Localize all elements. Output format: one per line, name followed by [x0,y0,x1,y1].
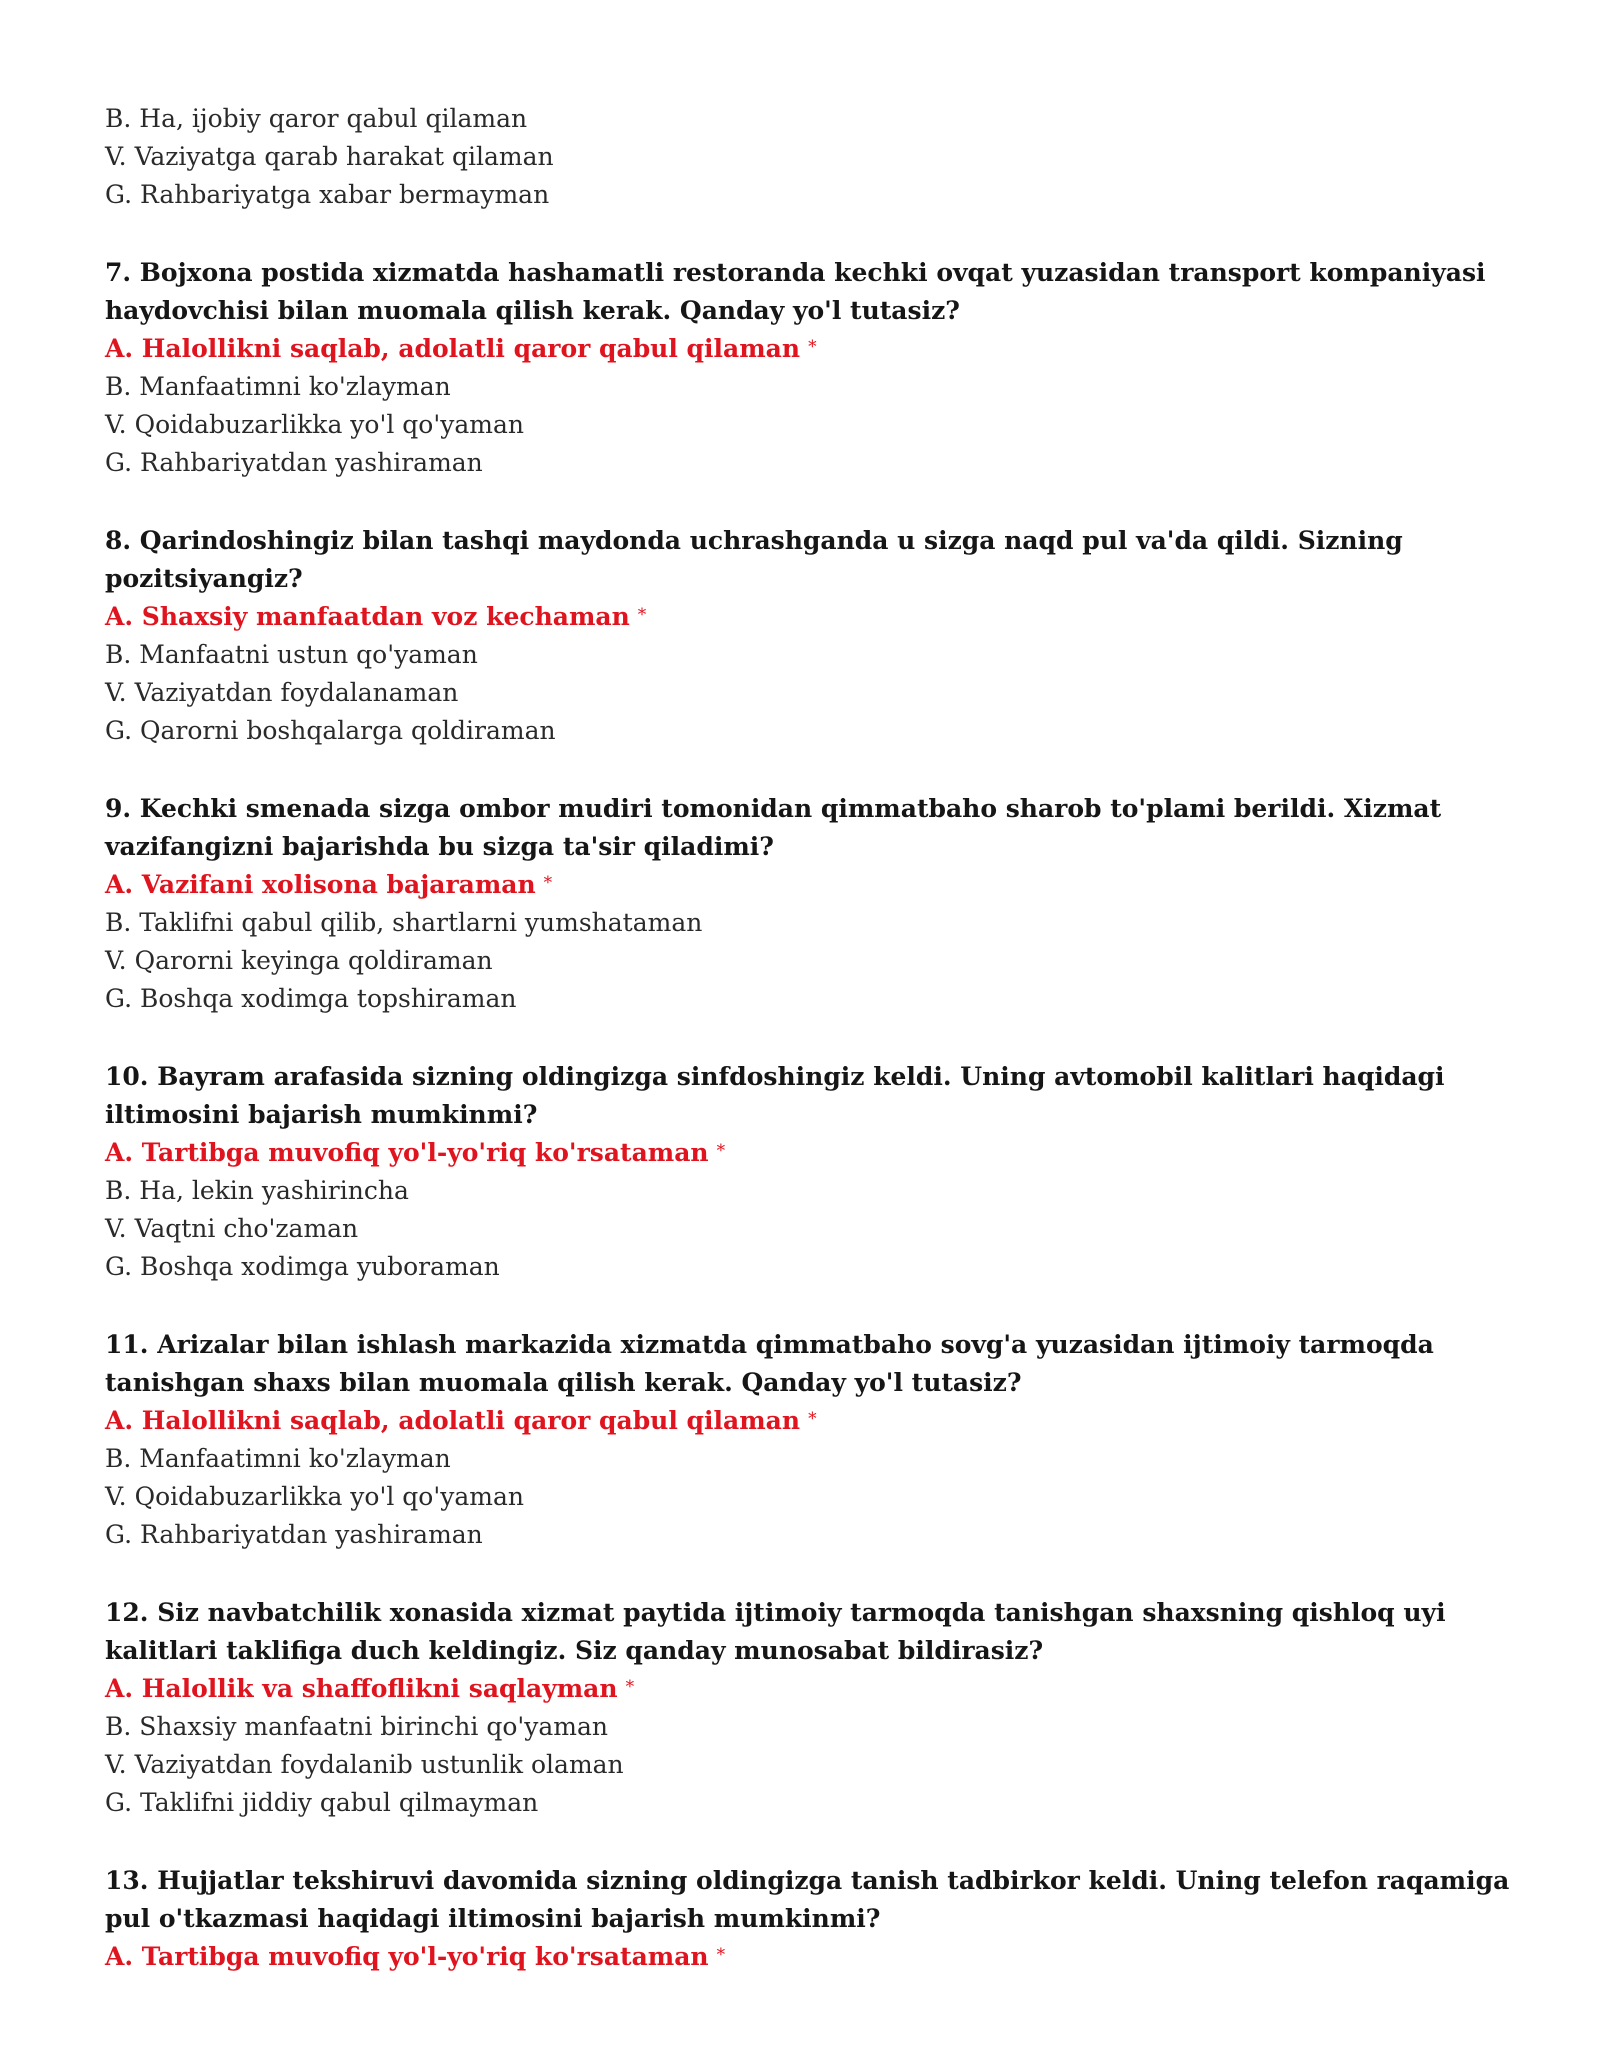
correct-answer-text: A. Shaxsiy manfaatdan voz kechaman [105,602,630,631]
required-mark: * [637,605,647,625]
question-text: 9. Kechki smenada sizga ombor mudiri tomonidan qimmatbaho sharob to'plami berildi. Xizmat vazifangizni bajarishda bu sizga ta'sir qiladimi? [105,794,1442,861]
option-g: G. Rahbariyatdan yashiraman [105,448,483,477]
required-mark: * [716,1141,726,1161]
question-block [105,790,1525,1018]
option-b: B. Manfaatni ustun qo'yaman [105,640,478,669]
correct-answer [105,1938,1525,1976]
option-g: G. Boshqa xodimga topshiraman [105,984,517,1013]
option-v: V. Qarorni keyinga qoldiraman [105,946,493,975]
leading-options [105,100,1525,214]
option-b: B. Ha, lekin yashirincha [105,1176,409,1205]
correct-answer-text: A. Vazifani xolisona bajaraman [105,870,536,899]
question-text: 13. Hujjatlar tekshiruvi davomida sizning oldingizga tanish tadbirkor keldi. Uning telefon raqamiga pul o'tkazmasi haqidagi iltimosini bajarish mumkinmi? [105,1866,1510,1933]
correct-answer-text: A. Halollikni saqlab, adolatli qaror qabul qilaman [105,334,801,363]
option-b: B. Shaxsiy manfaatni birinchi qo'yaman [105,1712,609,1741]
correct-answer-text: A. Halollik va shaffoflikni saqlayman [105,1674,618,1703]
question-block [105,1058,1525,1286]
required-mark: * [808,1409,817,1429]
option-g: G. Qarorni boshqalarga qoldiraman [105,716,556,745]
question-text: 7. Bojxona postida xizmatda hashamatli restoranda kechki ovqat yuzasidan transport kompaniyasi haydovchisi bilan muomala qilish kerak. Qanday yo'l tutasiz? [105,258,1486,325]
correct-answer [105,1402,1525,1440]
option-b: B. Ha, ijobiy qaror qabul qilaman [105,104,528,133]
option-b: B. Taklifni qabul qilib, shartlarni yumshataman [105,908,703,937]
option-g: G. Taklifni jiddiy qabul qilmayman [105,1788,539,1817]
question-text: 11. Arizalar bilan ishlash markazida xizmatda qimmatbaho sovg'a yuzasidan ijtimoiy tarmoqda tanishgan shaxs bilan muomala qilish kerak. Qanday yo'l tutasiz? [105,1330,1434,1397]
question-text: 12. Siz navbatchilik xonasida xizmat paytida ijtimoiy tarmoqda tanishgan shaxsning qishloq uyi kalitlari taklifiga duch keldingiz. Siz qanday munosabat bildirasiz? [105,1598,1446,1665]
option-v: V. Qoidabuzarlikka yo'l qo'yaman [105,410,524,439]
required-mark: * [716,1945,726,1965]
question-block [105,1326,1525,1554]
correct-answer-text: A. Tartibga muvofiq yo'l-yo'riq ko'rsataman [105,1942,709,1971]
question-block [105,522,1525,750]
option-v: V. Vaqtni cho'zaman [105,1214,359,1243]
option-v: V. Qoidabuzarlikka yo'l qo'yaman [105,1482,524,1511]
option-g: G. Boshqa xodimga yuboraman [105,1252,500,1281]
question-block [105,1862,1525,1976]
correct-answer [105,1134,1525,1172]
option-v: V. Vaziyatga qarab harakat qilaman [105,142,554,171]
correct-answer [105,866,1525,904]
question-text: 8. Qarindoshingiz bilan tashqi maydonda uchrashganda u sizga naqd pul va'da qildi. Sizning pozitsiyangiz? [105,526,1403,593]
correct-answer [105,598,1525,636]
required-mark: * [543,873,553,893]
option-v: V. Vaziyatdan foydalanaman [105,678,459,707]
question-block [105,1594,1525,1822]
option-g: G. Rahbariyatdan yashiraman [105,1520,483,1549]
option-b: B. Manfaatimni ko'zlayman [105,1444,451,1473]
correct-answer [105,1670,1525,1708]
question-block [105,254,1525,482]
document-page [105,100,1525,1976]
correct-answer-text: A. Halollikni saqlab, adolatli qaror qabul qilaman [105,1406,801,1435]
correct-answer [105,330,1525,368]
required-mark: * [808,337,817,357]
option-g: G. Rahbariyatga xabar bermayman [105,180,550,209]
question-text: 10. Bayram arafasida sizning oldingizga sinfdoshingiz keldi. Uning avtomobil kalitlari haqidagi iltimosini bajarish mumkinmi? [105,1062,1445,1129]
correct-answer-text: A. Tartibga muvofiq yo'l-yo'riq ko'rsataman [105,1138,709,1167]
required-mark: * [625,1677,635,1697]
option-v: V. Vaziyatdan foydalanib ustunlik olaman [105,1750,624,1779]
option-b: B. Manfaatimni ko'zlayman [105,372,451,401]
